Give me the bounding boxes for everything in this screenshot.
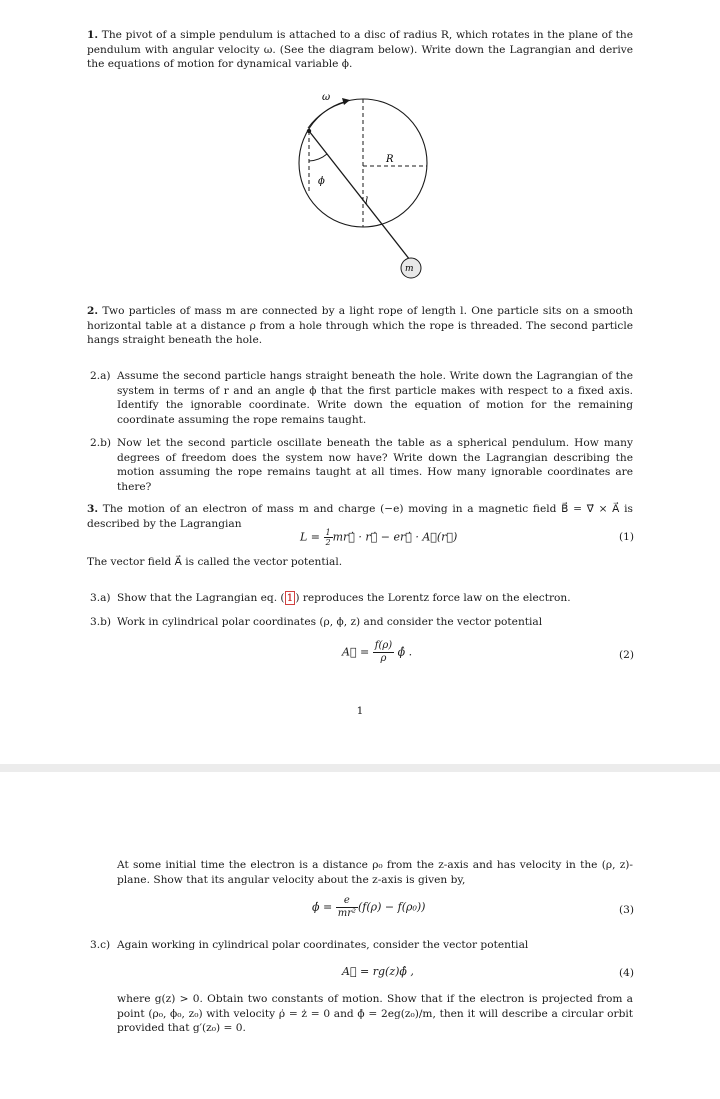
equation-3	[312, 895, 425, 920]
page-separator	[0, 764, 720, 772]
page-2	[0, 772, 720, 1099]
question-3-number: 3.	[87, 503, 99, 515]
question-2	[87, 304, 633, 348]
question-2-number: 2.	[87, 305, 99, 317]
question-2-text: Two particles of mass m are connected by a light rope of length l. One particle sits on a smooth horizontal table at a distance ρ from a hole through which the rope is threaded. The second particle hangs straight beneath the hole.	[87, 305, 634, 346]
pivot-point	[307, 129, 311, 133]
question-1-text: The pivot of a simple pendulum is attached to a disc of radius R, which rotates in the plane of the pendulum with angular velocity ω. (See the diagram below). Write down the Lagrangian and derive the equations of motion for dynamical variable ϕ.	[87, 29, 633, 70]
question-1-number: 1.	[87, 29, 99, 41]
angle-label: ϕ	[318, 176, 325, 187]
equation-4: A⃗ = rg(z)ϕ̂ ,	[342, 965, 414, 978]
question-3a-label: 3.a)	[90, 592, 111, 604]
pendulum-diagram	[280, 88, 440, 283]
equation-1	[300, 528, 457, 547]
vector-potential-note: The vector field A⃗ is called the vector potential.	[87, 556, 343, 568]
equation-2-denominator: ρ	[380, 653, 387, 664]
question-2b-text: Now let the second particle oscillate beneath the table as a spherical pendulum. How many degrees of freedom does the system now have? Write down the Lagrangian describing the motion assuming the rope remains taught at all times. How many ignorable coordinates are there?	[117, 437, 633, 493]
question-2b-label: 2.b)	[90, 437, 112, 449]
question-2a-label: 2.a)	[90, 370, 111, 382]
angle-arc	[309, 154, 327, 161]
half-denominator: 2	[325, 538, 331, 547]
equation-1-rhs: mr⃗̇ · r⃗̇ − er⃗̇ · A⃗(r⃗)	[332, 530, 458, 544]
question-3c-text: Again working in cylindrical polar coordinates, consider the vector potential	[117, 939, 529, 951]
equation-3-number: (3)	[618, 904, 634, 916]
question-3b-text: Work in cylindrical polar coordinates (ρ, ϕ, z) and consider the vector potential	[117, 616, 543, 628]
equation-2	[342, 640, 412, 665]
question-3a-text	[117, 591, 571, 606]
equation-3-numerator: e	[336, 895, 358, 908]
page-2-intro: At some initial time the electron is a distance ρ₀ from the z-axis and has velocity in the (ρ, z)-plane. Show that its angular velocity about the z-axis is given by,	[117, 859, 633, 886]
equation-1-lhs: L =	[300, 530, 324, 544]
equation-3-lhs: ϕ̇ =	[312, 900, 336, 914]
equation-2-rhs: ϕ̂ .	[397, 645, 413, 659]
question-3a-text-post: ) reproduces the Lorentz force law on the electron.	[295, 592, 571, 604]
half-numerator: 1	[325, 528, 331, 537]
equation-3-denominator: mr²	[337, 908, 356, 919]
question-1	[87, 28, 633, 72]
question-3-text: The motion of an electron of mass m and charge (−e) moving in a magnetic field B⃗ = ∇⃗ × A⃗ is described by the Lagrangian	[87, 503, 633, 530]
equation-3-fraction	[336, 895, 358, 920]
page-number: 1	[356, 705, 364, 717]
question-2a-text: Assume the second particle hangs straight beneath the hole. Write down the Lagrangian of the system in terms of r and an angle ϕ that the first particle makes with respect to a fixed axis. Identify the ignorable coordinate. Write down the equation of motion for the remaining coordinate assuming the rope remains taught.	[117, 370, 633, 426]
question-3c-final-text: where g(z) > 0. Obtain two constants of motion. Show that if the electron is projected from a point (ρ₀, ϕ₀, z₀) with velocity ρ̇ = ż = 0 and ϕ̇ = 2eg(z₀)/m, then it will describe a circular orbit provided that g′(z₀) = 0.	[117, 993, 633, 1034]
omega-arrow-head	[342, 98, 350, 105]
equation-2-lhs: A⃗ =	[342, 645, 373, 659]
question-3b-label: 3.b)	[90, 616, 112, 628]
length-label: l	[365, 196, 369, 207]
equation-2-numerator: f(ρ)	[374, 640, 393, 651]
question-3a-text-pre: Show that the Lagrangian eq. (	[117, 592, 285, 604]
equation-2-number: (2)	[618, 649, 634, 661]
omega-label: ω	[322, 92, 331, 103]
omega-arrow-arc	[308, 102, 346, 128]
equation-1-reference-link[interactable]: 1	[286, 592, 294, 604]
radius-label: R	[386, 154, 394, 165]
question-3	[87, 502, 633, 531]
equation-4-number: (4)	[618, 967, 634, 979]
pendulum-rod	[309, 131, 410, 260]
mass-label: m	[405, 264, 414, 274]
equation-2-fraction	[373, 640, 394, 665]
question-3c-label: 3.c)	[90, 939, 111, 951]
equation-1-number: (1)	[618, 531, 634, 543]
equation-3-rhs: (f(ρ) − f(ρ₀))	[358, 900, 426, 914]
equation-1-half	[324, 528, 333, 547]
